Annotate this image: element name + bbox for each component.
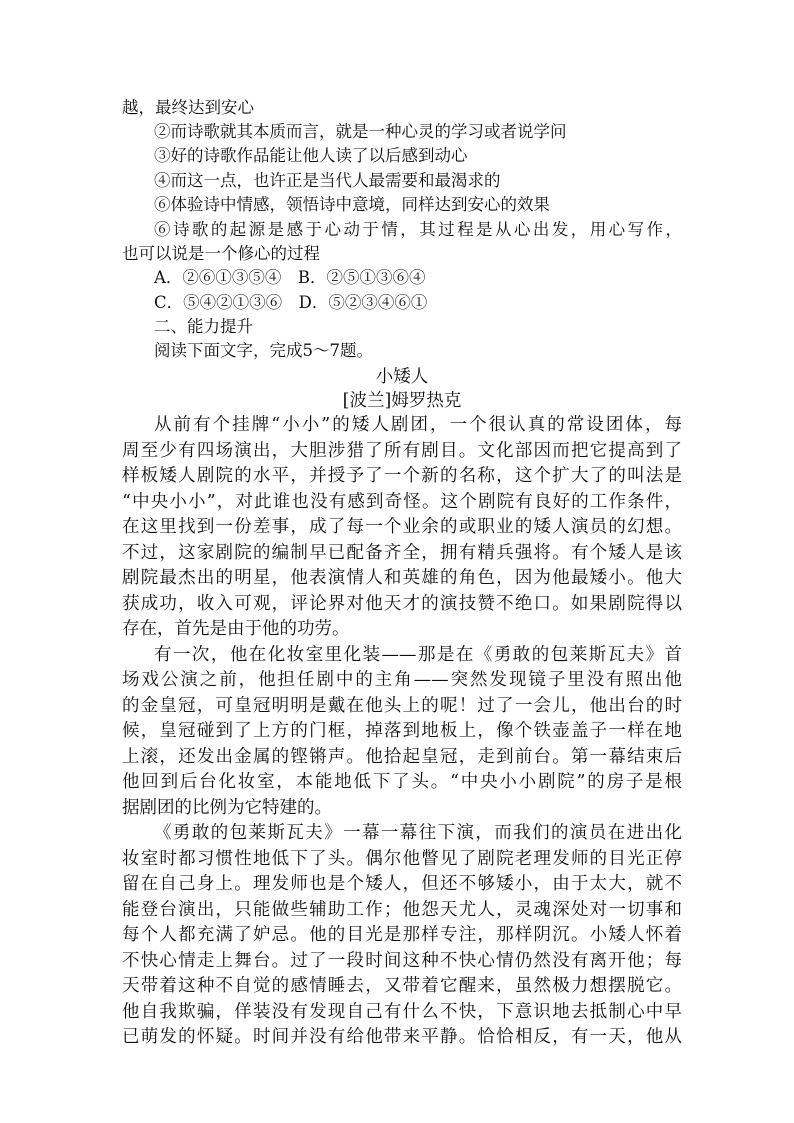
text-line: ②而诗歌就其本质而言，就是一种心灵的学习或者说学问	[154, 122, 567, 141]
text-line: 妆室时都习惯性地低下了头。偶尔他瞥见了剧院老理发师的目光正停	[122, 849, 682, 869]
text-line: 能登台演出，只能做些辅助工作；他怨天尤人，灵魂深处对一切事和	[122, 900, 682, 920]
text-line: 存在，首先是由于他的功劳。	[122, 619, 350, 639]
text-line: 候，皇冠碰到了上方的门框，掉落到地板上，像个铁壶盖子一样在地	[122, 721, 682, 741]
section-heading: 二、能力提升	[154, 317, 253, 336]
story-author: [波兰]姆罗热克	[342, 391, 462, 411]
text-line: 他自我欺骗，佯装没有发现自己有什么不快，下意识地去抵制心中早	[122, 1002, 682, 1022]
text-line: 天带着这种不自觉的感情睡去，又带着它醒来，虽然极力想摆脱它。	[122, 976, 682, 996]
text-line: 已萌发的怀疑。时间并没有给他带来平静。恰恰相反，有一天，他从	[122, 1027, 682, 1047]
text-line: 不过，这家剧院的编制早已配备齐全，拥有精兵强将。有个矮人是该	[122, 543, 682, 563]
text-line: 越，最终达到安心	[122, 98, 254, 117]
text-line: 从前有个挂牌“小小”的矮人剧团，一个很认真的常设团体，每	[154, 415, 682, 435]
story-title: 小矮人	[375, 367, 429, 387]
answer-options-cd: C．⑤④②①③⑥ D．⑤②③④⑥①	[154, 293, 428, 312]
text-line: 上滚，还发出金属的铿锵声。他拾起皇冠，走到前台。第一幕结束后	[122, 747, 682, 767]
text-line: ④而这一点，也许正是当代人最需要和最渴求的	[154, 171, 501, 190]
text-line: ⑥诗歌的起源是感于心动于情，其过程是从心出发，用心写作，	[154, 220, 682, 239]
text-line: 周至少有四场演出，大胆涉猎了所有剧目。文化部因而把它提高到了	[122, 441, 682, 461]
text-line: 每个人都充满了妒忌。他的目光是那样专注，那样阴沉。小矮人怀着	[122, 925, 682, 945]
text-line: 有一次，他在化妆室里化装——那是在《勇敢的包莱斯瓦夫》首	[154, 645, 682, 665]
text-line: 获成功，收入可观，评论界对他天才的演技赞不绝口。如果剧院得以	[122, 594, 682, 614]
text-line: 据剧团的比例为它特建的。	[122, 798, 332, 818]
text-line: 在这里找到一份差事，成了每一个业余的或职业的矮人演员的幻想。	[122, 517, 682, 537]
text-line: “中央小小”，对此谁也没有感到奇怪。这个剧院有良好的工作条件，	[122, 492, 682, 512]
text-line: 不快心情走上舞台。过了一段时间这种不快心情仍然没有离开他；每	[122, 951, 682, 971]
text-line: 他回到后台化妆室，本能地低下了头。“中央小小剧院”的房子是根	[122, 772, 682, 792]
answer-options-ab: A．②⑥①③⑤④ B．②⑤①③⑥④	[154, 268, 426, 287]
text-line: 场戏公演之前，他担任剧中的主角——突然发现镜子里没有照出他	[122, 670, 682, 690]
text-line: 也可以说是一个修心的过程	[122, 244, 320, 263]
text-line: ③好的诗歌作品能让他人读了以后感到动心	[154, 146, 468, 165]
text-line: ⑥体验诗中情感，领悟诗中意境，同样达到安心的效果	[154, 195, 550, 214]
text-line: 留在自己身上。理发师也是个矮人，但还不够矮小，由于太大，就不	[122, 874, 682, 894]
text-line: 样板矮人剧院的水平，并授予了一个新的名称，这个扩大了的叫法是	[122, 466, 682, 486]
text-line: 剧院最杰出的明星，他表演情人和英雄的角色，因为他最矮小。他大	[122, 568, 682, 588]
text-line: 的金皇冠，可皇冠明明是戴在他头上的呢！过了一会儿，他出台的时	[122, 696, 682, 716]
text-line: 《勇敢的包莱斯瓦夫》一幕一幕往下演，而我们的演员在进出化	[154, 823, 682, 843]
instruction: 阅读下面文字，完成5～7题。	[154, 341, 373, 360]
